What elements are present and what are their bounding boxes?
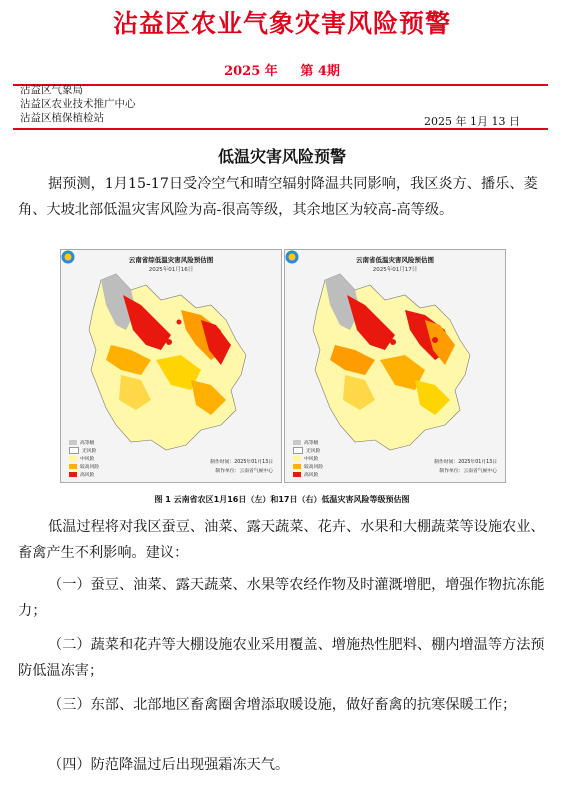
- legend-row: [293, 462, 323, 470]
- header-rule-top: [13, 84, 548, 86]
- issue-line: [0, 60, 564, 79]
- paragraph-advice-3: （三）东部、北部地区畜禽圈舍增添取暖设施，做好畜禽的抗寒保暖工作；: [48, 697, 517, 713]
- map-made-unit-right: 制作单位：云南省气候中心: [439, 469, 497, 474]
- map-title-left: 云南省综低温灾害风险预估图: [128, 256, 214, 264]
- legend-swatch: [69, 456, 77, 461]
- legend-label: 高风险: [304, 472, 319, 478]
- legend-row: [293, 446, 323, 454]
- map-title-right: 云南省低温灾害风险预估图: [356, 256, 434, 264]
- doc-title: 低温灾害风险预警: [217, 147, 346, 166]
- legend-label: 高风险: [80, 472, 95, 478]
- legend-swatch: [293, 464, 301, 469]
- legend-label: 较高风险: [80, 464, 100, 470]
- legend-swatch: [69, 464, 77, 469]
- legend-swatch: [293, 447, 303, 454]
- legend-row: [69, 454, 99, 462]
- map-panel-right: [284, 249, 506, 483]
- map-made-time-left: 制作时间：2025年01月13日: [210, 460, 273, 465]
- legend-row: [69, 438, 99, 446]
- paragraph-advice-4: （四）防范降温过后出现强霜冻天气。: [48, 757, 290, 773]
- legend-row: [69, 470, 99, 478]
- org-agri-tech: 沾益区农业技术推广中心: [20, 98, 136, 110]
- legend-swatch: [69, 447, 79, 454]
- bulletin-title: 沾益区农业气象灾害风险预警: [112, 9, 451, 38]
- legend-swatch: [293, 456, 301, 461]
- legend-row: [293, 438, 323, 446]
- map-made-unit-left: 制作单位：云南省气候中心: [215, 469, 273, 474]
- paragraph-impact: 低温过程将对我区蚕豆、油菜、露天蔬菜、花卉、水果和大棚蔬菜等设施农业、畜禽产生不利影响。建议：: [18, 519, 545, 561]
- org-meteorology: 沾益区气象局: [20, 84, 83, 96]
- issue-date: 2025 年 1月 13 日: [424, 115, 520, 128]
- map-figure: [60, 249, 506, 487]
- legend-label: 中风险: [80, 456, 95, 462]
- paragraph-advice-1: （一）蚕豆、油菜、露天蔬菜、水果等农经作物及时灌溉增肥，增强作物抗冻能力；: [18, 577, 545, 619]
- legend-label: 较高风险: [304, 464, 324, 470]
- map-date-right: 2025年01月17日: [372, 267, 418, 273]
- header-rule-bottom: [13, 128, 548, 130]
- legend-swatch: [293, 440, 301, 445]
- legend-swatch: [69, 472, 77, 477]
- map-date-left: 2025年01月16日: [148, 267, 194, 273]
- paragraph-forecast: 据预测，1月15-17日受冷空气和晴空辐射降温共同影响，我区炎方、播乐、菱角、大坡北部低温灾害风险为高-很高等级，其余地区为较高-高等级。: [18, 176, 538, 218]
- legend-label: 中风险: [304, 456, 319, 462]
- issue-year: 2025 年: [224, 64, 278, 79]
- legend-row: [293, 454, 323, 462]
- legend-swatch: [293, 472, 301, 477]
- figure-caption: 图 1 云南省农区1月16日（左）和17日（右）低温灾害风险等级预估图: [154, 495, 410, 504]
- legend-row: [69, 446, 99, 454]
- legend-swatch: [69, 440, 77, 445]
- legend-label: 高等级: [304, 440, 319, 446]
- legend-label: 高等级: [80, 440, 95, 446]
- legend-row: [69, 462, 99, 470]
- map-panel-left: [60, 249, 282, 483]
- issue-number: 第 4期: [300, 64, 340, 79]
- map-legend-left: [69, 438, 99, 478]
- paragraph-advice-2: （二）蔬菜和花卉等大棚设施农业采用覆盖、增施热性肥料、棚内增温等方法预防低温冻害；: [18, 637, 545, 679]
- org-plant-protection: 沾益区植保植检站: [20, 112, 104, 124]
- legend-label: 无风险: [306, 448, 321, 454]
- map-made-time-right: 制作时间：2025年01月13日: [434, 460, 497, 465]
- legend-label: 无风险: [82, 448, 97, 454]
- legend-row: [293, 470, 323, 478]
- map-legend-right: [293, 438, 323, 478]
